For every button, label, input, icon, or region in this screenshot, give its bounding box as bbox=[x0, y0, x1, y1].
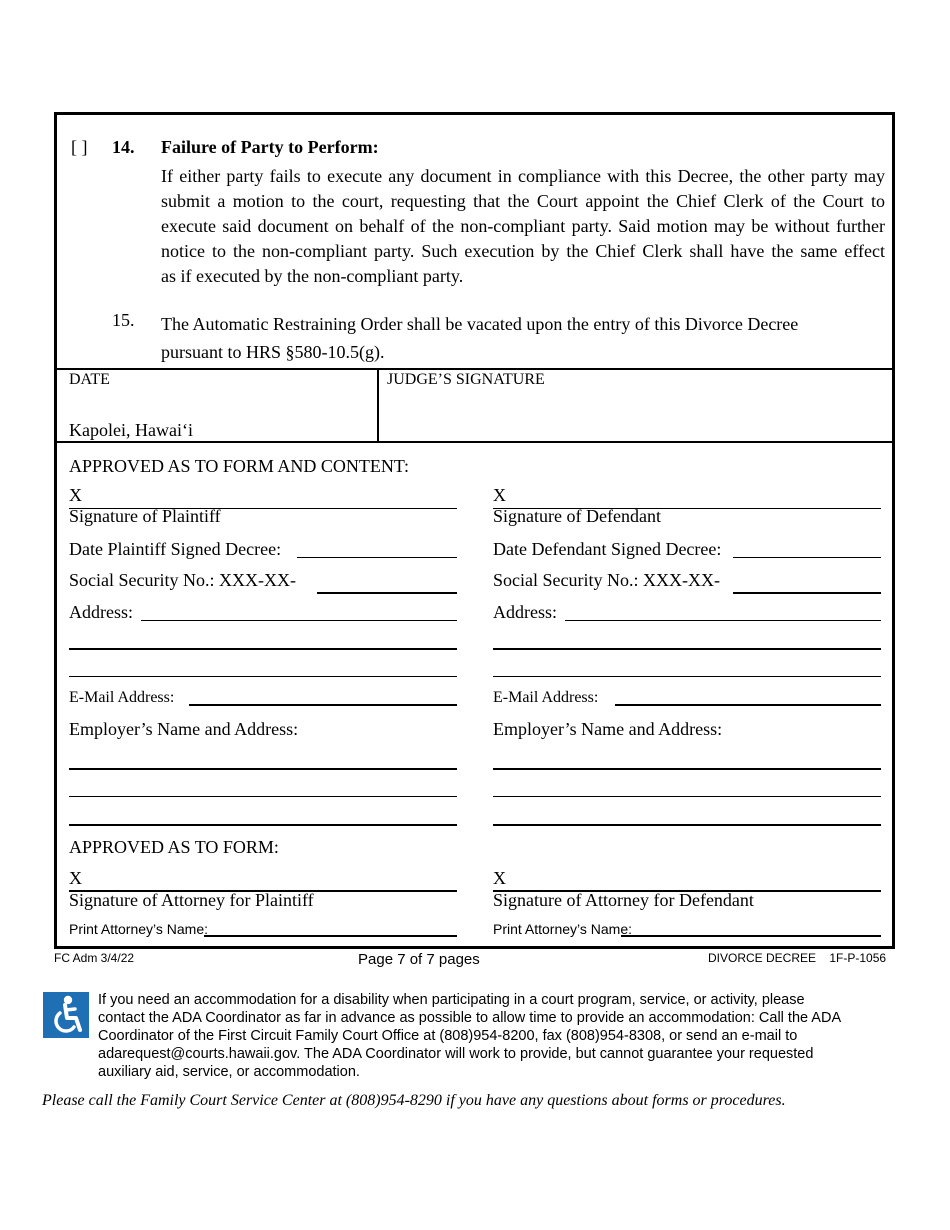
x-mark: X bbox=[493, 868, 506, 888]
judge-signature-label: JUDGE’S SIGNATURE bbox=[387, 371, 545, 388]
defendant-employer-label: Employer’s Name and Address: bbox=[493, 719, 723, 739]
defendant-address-label: Address: bbox=[493, 602, 557, 622]
defendant-attorney-name-field[interactable] bbox=[621, 935, 881, 937]
ada-notice-line: adarequest@courts.hawaii.gov. The ADA Coordinator will work to provide, but cannot guarantee your requested bbox=[98, 1046, 814, 1062]
ada-notice-line: auxiliary aid, service, or accommodation. bbox=[98, 1064, 360, 1080]
defendant-address-line[interactable] bbox=[493, 676, 881, 677]
approved-content-heading: APPROVED AS TO FORM AND CONTENT: bbox=[69, 456, 409, 476]
plaintiff-signature-label: Signature of Plaintiff bbox=[69, 506, 221, 526]
plaintiff-employer-line[interactable] bbox=[69, 768, 457, 770]
ada-notice bbox=[98, 991, 910, 1081]
defendant-email-label: E-Mail Address: bbox=[493, 689, 599, 706]
court-location: Kapolei, Hawai‘i bbox=[69, 420, 193, 440]
defendant-employer-line[interactable] bbox=[493, 768, 881, 770]
section15-line: The Automatic Restraining Order shall be vacated upon the entry of this Divorce Decree bbox=[161, 314, 799, 334]
plaintiff-ssn-field[interactable] bbox=[317, 592, 457, 594]
section14-line: execute said document on behalf of the non-compliant party. Said motion may be without further bbox=[161, 216, 885, 236]
plaintiff-column bbox=[69, 115, 457, 946]
defendant-address-line[interactable] bbox=[493, 648, 881, 650]
page-number: Page 7 of 7 pages bbox=[358, 951, 480, 968]
defendant-email-field[interactable] bbox=[615, 704, 881, 706]
service-center-note: Please call the Family Court Service Center at (808)954-8290 if you have any questions about forms or procedures. bbox=[42, 1092, 786, 1109]
approved-form-heading: APPROVED AS TO FORM: bbox=[69, 837, 279, 857]
date-label: DATE bbox=[69, 371, 110, 388]
section14-title: Failure of Party to Perform: bbox=[161, 137, 379, 157]
ada-notice-line: If you need an accommodation for a disability when participating in a court program, service, or activity, please bbox=[98, 992, 805, 1008]
x-mark: X bbox=[69, 868, 82, 888]
section14-number: 14. bbox=[112, 137, 135, 157]
plaintiff-email-label: E-Mail Address: bbox=[69, 689, 175, 706]
plaintiff-employer-line[interactable] bbox=[69, 796, 457, 797]
ada-notice-line: contact the ADA Coordinator as far in advance as possible to allow time to provide an accommodation: Call the ADA bbox=[98, 1010, 842, 1026]
defendant-ssn-label: Social Security No.: XXX-XX- bbox=[493, 570, 720, 590]
plaintiff-attorney-name-label: Print Attorney’s Name: bbox=[69, 921, 209, 937]
form-title: DIVORCE DECREE 1F-P-1056 bbox=[708, 951, 887, 965]
plaintiff-date-signed-label: Date Plaintiff Signed Decree: bbox=[69, 539, 282, 559]
section14-line: submit a motion to the court, requesting that the Court appoint the Chief Clerk of the Court to bbox=[161, 191, 885, 211]
plaintiff-attorney-name-field[interactable] bbox=[204, 935, 457, 937]
section15-line: pursuant to HRS §580-10.5(g). bbox=[161, 342, 385, 362]
defendant-signature-label: Signature of Defendant bbox=[493, 506, 661, 526]
plaintiff-employer-line[interactable] bbox=[69, 824, 457, 826]
plaintiff-attorney-signature-label: Signature of Attorney for Plaintiff bbox=[69, 890, 314, 910]
plaintiff-email-field[interactable] bbox=[189, 704, 457, 706]
defendant-column bbox=[493, 115, 881, 946]
defendant-employer-line[interactable] bbox=[493, 796, 881, 797]
accessibility-icon bbox=[43, 992, 89, 1038]
defendant-address-field[interactable] bbox=[565, 620, 881, 621]
section14-line: If either party fails to execute any document in compliance with this Decree, the other party may bbox=[161, 166, 885, 186]
plaintiff-ssn-label: Social Security No.: XXX-XX- bbox=[69, 570, 296, 590]
defendant-date-signed-field[interactable] bbox=[733, 557, 881, 558]
x-mark: X bbox=[69, 485, 82, 505]
ada-notice-line: Coordinator of the First Circuit Family Court Office at (808)954-8200, fax (808)954-8308, or send an e-mail to bbox=[98, 1028, 798, 1044]
defendant-attorney-signature-label: Signature of Attorney for Defendant bbox=[493, 890, 754, 910]
defendant-ssn-field[interactable] bbox=[733, 592, 881, 594]
plaintiff-date-signed-field[interactable] bbox=[297, 557, 457, 558]
plaintiff-address-label: Address: bbox=[69, 602, 133, 622]
section14-line: as if executed by the non-compliant party. bbox=[161, 266, 464, 286]
plaintiff-address-field[interactable] bbox=[141, 620, 457, 621]
section15-number: 15. bbox=[112, 310, 135, 330]
defendant-date-signed-label: Date Defendant Signed Decree: bbox=[493, 539, 722, 559]
form-code: FC Adm 3/4/22 bbox=[54, 951, 135, 965]
plaintiff-address-line[interactable] bbox=[69, 648, 457, 650]
section14-line: notice to the non-compliant party. Such execution by the Chief Clerk shall have the same effect bbox=[161, 241, 885, 261]
defendant-employer-line[interactable] bbox=[493, 824, 881, 826]
section14-checkbox[interactable]: [ ] bbox=[71, 137, 88, 157]
plaintiff-employer-label: Employer’s Name and Address: bbox=[69, 719, 299, 739]
defendant-attorney-name-label: Print Attorney’s Name: bbox=[493, 921, 633, 937]
plaintiff-address-line[interactable] bbox=[69, 676, 457, 677]
form-frame bbox=[54, 112, 895, 949]
x-mark: X bbox=[493, 485, 506, 505]
